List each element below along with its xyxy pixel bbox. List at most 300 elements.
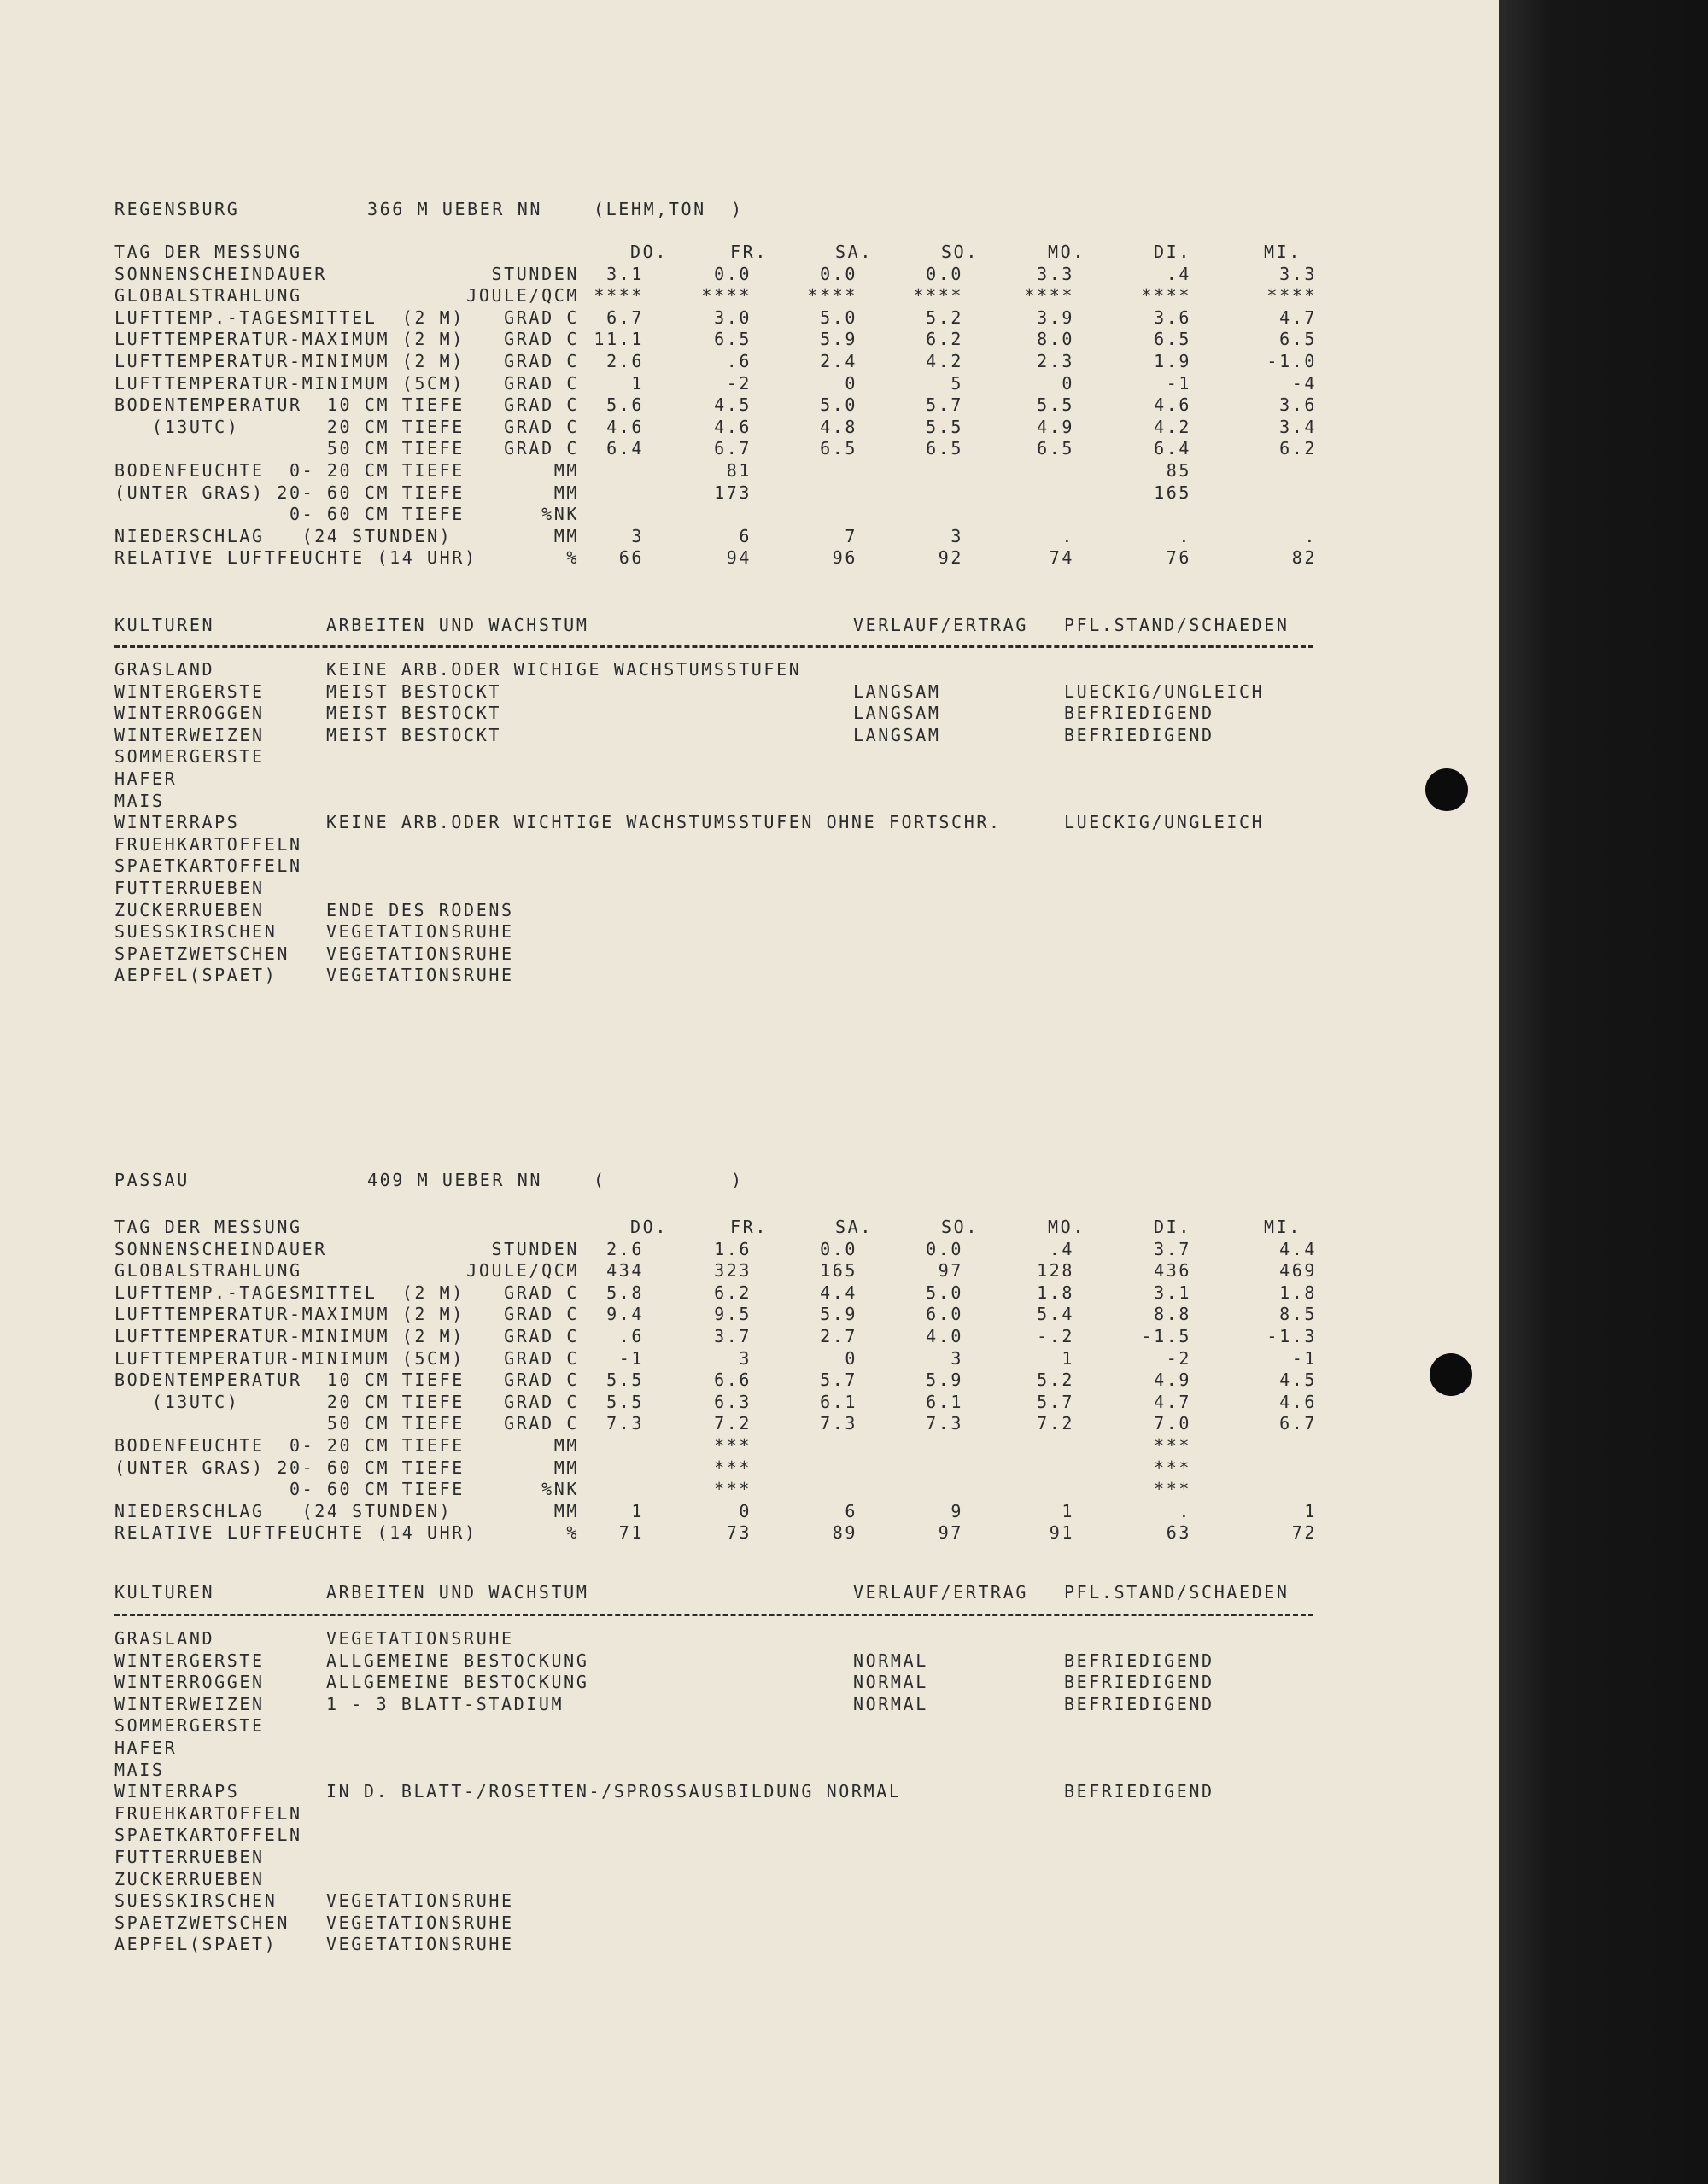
weather-value: 4.9 — [1037, 416, 1074, 437]
weather-value: -.2 — [1037, 1326, 1074, 1346]
crop-name: SPAETZWETSCHEN — [114, 1912, 290, 1933]
weather-value: 5.9 — [926, 1369, 963, 1391]
weather-value: 8.8 — [1154, 1304, 1191, 1325]
crop-course: NORMAL — [853, 1650, 928, 1671]
crop-name: AEPFEL(SPAET) — [114, 1934, 278, 1955]
weather-row-label: LUFTTEMPERATUR-MAXIMUM (2 M) — [114, 329, 465, 350]
weather-value: 6.5 — [1037, 438, 1074, 459]
weather-row-unit: STUNDEN — [491, 1238, 579, 1259]
crop-name: HAFER — [114, 768, 178, 789]
day-header: DI. — [1154, 242, 1191, 262]
weather-value: 81 — [726, 460, 752, 481]
weather-value: **** — [1266, 285, 1317, 307]
station-soil: ( ) — [594, 1170, 744, 1190]
weather-row-label: 0- 60 CM TIEFE — [114, 1479, 465, 1500]
weather-value: 165 — [1154, 482, 1191, 503]
weather-value: 0.0 — [926, 263, 963, 284]
weather-value: 7.3 — [926, 1413, 963, 1434]
weather-value: 4.4 — [1279, 1238, 1317, 1259]
day-header: DI. — [1154, 1217, 1191, 1237]
day-header: FR. — [730, 242, 768, 262]
weather-value: 4.7 — [1154, 1391, 1191, 1412]
weather-value: 1 — [1062, 1347, 1074, 1369]
weather-value: 5.7 — [926, 394, 963, 416]
weather-value: 5.2 — [1037, 1369, 1074, 1391]
weather-value: 6.4 — [1154, 438, 1191, 459]
weather-row-unit: MM — [553, 1435, 579, 1456]
weather-row-label: LUFTTEMPERATUR-MINIMUM (2 M) — [114, 351, 465, 371]
weather-value: **** — [1141, 285, 1191, 307]
station-name: REGENSBURG — [114, 199, 240, 219]
weather-row-unit: JOULE/QCM — [466, 285, 579, 307]
weather-row-unit: JOULE/QCM — [466, 1260, 579, 1282]
weather-value: -1.5 — [1141, 1326, 1191, 1346]
weather-value: 6.2 — [714, 1282, 752, 1303]
station-elevation: 366 M UEBER NN — [367, 199, 542, 219]
weather-row-label: (UNTER GRAS) 20- 60 CM TIEFE — [114, 482, 465, 503]
weather-value: 6.6 — [714, 1369, 752, 1391]
weather-row-unit: GRAD C — [504, 1413, 579, 1434]
weather-value: 469 — [1279, 1260, 1317, 1282]
weather-value: 85 — [1166, 460, 1191, 481]
weather-row-unit: MM — [553, 1457, 579, 1478]
weather-row-label: BODENTEMPERATUR 10 CM TIEFE — [114, 394, 465, 416]
crop-name: SOMMERGERSTE — [114, 1715, 265, 1737]
weather-row-unit: MM — [553, 525, 579, 546]
weather-value: 3.3 — [1279, 263, 1317, 284]
weather-value: 5.5 — [926, 416, 963, 437]
crop-name: SPAETZWETSCHEN — [114, 943, 290, 964]
weather-value: 7.3 — [820, 1413, 857, 1434]
crop-name: FRUEHKARTOFFELN — [114, 833, 302, 855]
crop-name: WINTERRAPS — [114, 1781, 240, 1802]
weather-row-label: NIEDERSCHLAG (24 STUNDEN) — [114, 525, 453, 546]
crop-course: NORMAL — [853, 1693, 928, 1714]
day-header: FR. — [730, 1217, 768, 1237]
weather-value: 96 — [832, 547, 857, 569]
weather-value: 173 — [714, 482, 752, 503]
weather-value: 4.0 — [926, 1326, 963, 1346]
weather-value: 0 — [739, 1500, 752, 1521]
weather-value: 6.7 — [714, 438, 752, 459]
weather-value: 6 — [739, 525, 752, 546]
crop-course: LANGSAM — [853, 703, 941, 724]
weather-value: 3.6 — [1154, 307, 1191, 328]
weather-row-unit: GRAD C — [504, 438, 579, 459]
weather-row-unit: GRAD C — [504, 1282, 579, 1303]
weather-row-unit: GRAD C — [504, 394, 579, 416]
weather-value: 128 — [1037, 1260, 1074, 1282]
weather-row-label: SONNENSCHEINDAUER — [114, 263, 327, 284]
weather-value: 1.6 — [714, 1238, 752, 1259]
day-header: MI. — [1264, 242, 1301, 262]
weather-row-label: (UNTER GRAS) 20- 60 CM TIEFE — [114, 1457, 465, 1478]
weather-value: 6.2 — [1279, 438, 1317, 459]
weather-value: 0.0 — [926, 1238, 963, 1259]
weather-value: 5 — [951, 372, 963, 394]
weather-value: 1.8 — [1037, 1282, 1074, 1303]
weather-value: 5.5 — [606, 1391, 644, 1412]
weather-value: 9.5 — [714, 1304, 752, 1325]
weather-value: 6.7 — [1279, 1413, 1317, 1434]
weather-row-unit: GRAD C — [504, 351, 579, 371]
crop-name: WINTERGERSTE — [114, 680, 265, 702]
weather-value: .4 — [1049, 1238, 1074, 1259]
weather-value: 2.6 — [606, 351, 644, 371]
weather-value: 1 — [631, 1500, 644, 1521]
weather-value: 1 — [1304, 1500, 1317, 1521]
weather-value: 6.5 — [1279, 329, 1317, 350]
crop-name: WINTERROGGEN — [114, 703, 265, 724]
crop-work: ALLGEMEINE BESTOCKUNG — [326, 1650, 589, 1671]
weather-value: 165 — [820, 1260, 857, 1282]
weather-value: . — [1179, 1500, 1191, 1521]
crop-work: 1 - 3 BLATT-STADIUM — [326, 1693, 564, 1714]
day-header: MI. — [1264, 1217, 1301, 1237]
weather-row-label: LUFTTEMP.-TAGESMITTEL (2 M) — [114, 307, 465, 328]
weather-value: 7.2 — [714, 1413, 752, 1434]
weather-row-label: TAG DER MESSUNG — [114, 242, 302, 262]
weather-row-label: TAG DER MESSUNG — [114, 1217, 302, 1237]
weather-value: 4.4 — [820, 1282, 857, 1303]
weather-value: 3.3 — [1037, 263, 1074, 284]
weather-value: 8.5 — [1279, 1304, 1317, 1325]
crop-work: IN D. BLATT-/ROSETTEN-/SPROSSAUSBILDUNG NORMAL — [326, 1781, 902, 1802]
weather-value: 3.9 — [1037, 307, 1074, 328]
weather-value: -1.0 — [1266, 351, 1317, 371]
weather-row-label: LUFTTEMP.-TAGESMITTEL (2 M) — [114, 1282, 465, 1303]
weather-value: 3 — [951, 1347, 963, 1369]
station-soil: (LEHM,TON ) — [594, 199, 744, 219]
weather-value: *** — [714, 1479, 752, 1500]
weather-value: 0.0 — [820, 1238, 857, 1259]
weather-row-label: LUFTTEMPERATUR-MINIMUM (5CM) — [114, 1347, 465, 1369]
weather-value: *** — [714, 1435, 752, 1456]
weather-row-unit: % — [566, 547, 579, 569]
weather-value: 1 — [1062, 1500, 1074, 1521]
weather-row-label: LUFTTEMPERATUR-MINIMUM (2 M) — [114, 1326, 465, 1346]
weather-value: 6.5 — [926, 438, 963, 459]
weather-value: 7.0 — [1154, 1413, 1191, 1434]
weather-value: **** — [701, 285, 752, 307]
weather-value: 5.9 — [820, 1304, 857, 1325]
weather-value: 5.8 — [606, 1282, 644, 1303]
weather-value: 3.4 — [1279, 416, 1317, 437]
weather-row-unit: GRAD C — [504, 1304, 579, 1325]
weather-row-label: 50 CM TIEFE — [114, 1413, 465, 1434]
weather-value: 66 — [618, 547, 644, 569]
crops-header-course: VERLAUF/ERTRAG — [853, 1582, 1028, 1603]
crop-name: GRASLAND — [114, 659, 215, 680]
weather-row-unit: GRAD C — [504, 1391, 579, 1412]
crops-header-crop: KULTUREN — [114, 1582, 215, 1603]
weather-value: 5.9 — [820, 329, 857, 350]
weather-row-label: BODENTEMPERATUR 10 CM TIEFE — [114, 1369, 465, 1391]
weather-value: 5.7 — [1037, 1391, 1074, 1412]
weather-value: 0 — [845, 1347, 857, 1369]
weather-value: **** — [913, 285, 963, 307]
weather-value: 3 — [631, 525, 644, 546]
crop-name: FUTTERRUEBEN — [114, 1847, 265, 1867]
weather-value: 9 — [951, 1500, 963, 1521]
weather-value: -4 — [1291, 372, 1317, 394]
day-header: MO. — [1048, 242, 1085, 262]
weather-value: 2.3 — [1037, 351, 1074, 371]
weather-row-label: RELATIVE LUFTFEUCHTE (14 UHR) — [114, 547, 477, 569]
weather-row-label: RELATIVE LUFTFEUCHTE (14 UHR) — [114, 1522, 477, 1544]
weather-value: . — [1304, 525, 1317, 546]
weather-value: 2.4 — [820, 351, 857, 371]
day-header: SO. — [941, 1217, 979, 1237]
crop-work: VEGETATIONSRUHE — [326, 1890, 514, 1912]
punch-hole-bottom — [1430, 1353, 1472, 1396]
weather-value: 4.5 — [714, 394, 752, 416]
weather-row-unit: MM — [553, 460, 579, 481]
header-divider — [114, 1614, 1313, 1616]
weather-value: 0 — [1062, 372, 1074, 394]
weather-value: 6.1 — [926, 1391, 963, 1412]
weather-row-unit: GRAD C — [504, 1347, 579, 1369]
weather-value: 5.0 — [820, 394, 857, 416]
weather-value: 7 — [845, 525, 857, 546]
crop-work: VEGETATIONSRUHE — [326, 965, 514, 986]
weather-value: 5.0 — [820, 307, 857, 328]
weather-value: *** — [1154, 1435, 1191, 1456]
weather-value: 4.7 — [1279, 307, 1317, 328]
weather-row-unit: MM — [553, 482, 579, 503]
crop-name: FRUEHKARTOFFELN — [114, 1802, 302, 1824]
weather-row-label: LUFTTEMPERATUR-MINIMUM (5CM) — [114, 372, 465, 394]
day-header: MO. — [1048, 1217, 1085, 1237]
weather-value: 434 — [606, 1260, 644, 1282]
weather-value: 63 — [1166, 1522, 1191, 1544]
weather-value: .4 — [1166, 263, 1191, 284]
weather-value: 11.1 — [594, 329, 644, 350]
weather-value: 4.2 — [926, 351, 963, 371]
weather-row-label: BODENFEUCHTE 0- 20 CM TIEFE — [114, 460, 465, 481]
crop-name: SUESSKIRSCHEN — [114, 1890, 278, 1912]
weather-value: 5.7 — [820, 1369, 857, 1391]
weather-row-label: GLOBALSTRAHLUNG — [114, 1260, 302, 1282]
header-divider — [114, 645, 1313, 648]
day-header: SO. — [941, 242, 979, 262]
weather-row-label: 0- 60 CM TIEFE — [114, 504, 465, 525]
weather-row-unit: STUNDEN — [491, 263, 579, 284]
weather-value: 3.7 — [714, 1326, 752, 1346]
weather-value: 5.5 — [1037, 394, 1074, 416]
weather-value: .6 — [726, 351, 752, 371]
crop-name: GRASLAND — [114, 1628, 215, 1649]
weather-value: 5.0 — [926, 1282, 963, 1303]
weather-row-unit: GRAD C — [504, 1326, 579, 1346]
weather-value: 3.0 — [714, 307, 752, 328]
weather-value: 6.5 — [714, 329, 752, 350]
day-header: SA. — [835, 1217, 873, 1237]
weather-value: 6.1 — [820, 1391, 857, 1412]
weather-value: 9.4 — [606, 1304, 644, 1325]
crop-work: MEIST BESTOCKT — [326, 703, 501, 724]
weather-row-label: NIEDERSCHLAG (24 STUNDEN) — [114, 1500, 453, 1521]
weather-value: 4.6 — [1279, 1391, 1317, 1412]
crop-name: ZUCKERRUEBEN — [114, 899, 265, 920]
weather-value: **** — [807, 285, 857, 307]
crop-state: BEFRIEDIGEND — [1064, 1781, 1214, 1802]
weather-value: 97 — [938, 1522, 963, 1544]
weather-value: 8.0 — [1037, 329, 1074, 350]
crops-header-crop: KULTUREN — [114, 615, 215, 635]
crop-course: LANGSAM — [853, 680, 941, 702]
weather-value: 6 — [845, 1500, 857, 1521]
crop-state: BEFRIEDIGEND — [1064, 1650, 1214, 1671]
weather-row-unit: %NK — [541, 1479, 579, 1500]
crop-name: SOMMERGERSTE — [114, 746, 265, 768]
weather-value: . — [1179, 525, 1191, 546]
weather-value: 3 — [951, 525, 963, 546]
crop-name: SPAETKARTOFFELN — [114, 855, 302, 877]
weather-row-unit: GRAD C — [504, 307, 579, 328]
crop-work: KEINE ARB.ODER WICHTIGE WACHSTUMSSTUFEN OHNE FORTSCHR. — [326, 812, 1002, 833]
weather-row-unit: GRAD C — [504, 416, 579, 437]
weather-value: 91 — [1049, 1522, 1074, 1544]
station-name: PASSAU — [114, 1170, 190, 1190]
crop-name: FUTTERRUEBEN — [114, 878, 265, 898]
day-header: DO. — [630, 1217, 668, 1237]
crop-work: VEGETATIONSRUHE — [326, 1628, 514, 1649]
crop-work: VEGETATIONSRUHE — [326, 1934, 514, 1955]
weather-value: 4.8 — [820, 416, 857, 437]
weather-value: 3.6 — [1279, 394, 1317, 416]
crops-header-work: ARBEITEN UND WACHSTUM — [326, 615, 589, 635]
punch-hole-top — [1425, 768, 1468, 811]
weather-value: 5.2 — [926, 307, 963, 328]
crop-work: ENDE DES RODENS — [326, 899, 514, 920]
weather-value: *** — [1154, 1479, 1191, 1500]
weather-value: 6.5 — [1154, 329, 1191, 350]
weather-value: **** — [594, 285, 644, 307]
weather-value: 94 — [726, 547, 752, 569]
weather-value: 4.6 — [606, 416, 644, 437]
weather-row-label: LUFTTEMPERATUR-MAXIMUM (2 M) — [114, 1304, 465, 1325]
weather-value: 71 — [618, 1522, 644, 1544]
weather-value: 7.2 — [1037, 1413, 1074, 1434]
weather-value: 3.1 — [606, 263, 644, 284]
weather-row-label: SONNENSCHEINDAUER — [114, 1238, 327, 1259]
weather-value: 5.4 — [1037, 1304, 1074, 1325]
weather-value: 74 — [1049, 547, 1074, 569]
weather-value: 3.7 — [1154, 1238, 1191, 1259]
weather-value: 0.0 — [714, 263, 752, 284]
weather-value: **** — [1024, 285, 1074, 307]
weather-value: 1 — [631, 372, 644, 394]
weather-value: 92 — [938, 547, 963, 569]
crops-header-work: ARBEITEN UND WACHSTUM — [326, 1582, 589, 1603]
weather-value: 7.3 — [606, 1413, 644, 1434]
weather-value: 5.6 — [606, 394, 644, 416]
weather-value: 2.6 — [606, 1238, 644, 1259]
weather-value: 72 — [1291, 1522, 1317, 1544]
crop-work: VEGETATIONSRUHE — [326, 921, 514, 943]
crops-header-course: VERLAUF/ERTRAG — [853, 615, 1028, 635]
station-elevation: 409 M UEBER NN — [367, 1170, 542, 1190]
weather-value: 3 — [739, 1347, 752, 1369]
crop-state: BEFRIEDIGEND — [1064, 703, 1214, 724]
crop-work: MEIST BESTOCKT — [326, 724, 501, 745]
crop-state: BEFRIEDIGEND — [1064, 1693, 1214, 1714]
crop-state: BEFRIEDIGEND — [1064, 1672, 1214, 1693]
weather-value: 6.5 — [820, 438, 857, 459]
weather-value: *** — [714, 1457, 752, 1478]
weather-value: 6.7 — [606, 307, 644, 328]
weather-value: 76 — [1166, 547, 1191, 569]
weather-value: 323 — [714, 1260, 752, 1282]
weather-value: 6.0 — [926, 1304, 963, 1325]
weather-row-unit: GRAD C — [504, 1369, 579, 1391]
weather-value: 89 — [832, 1522, 857, 1544]
day-header: DO. — [630, 242, 668, 262]
weather-row-unit: MM — [553, 1500, 579, 1521]
weather-value: 0.0 — [820, 263, 857, 284]
weather-value: 6.4 — [606, 438, 644, 459]
weather-value: 97 — [938, 1260, 963, 1282]
crop-name: HAFER — [114, 1737, 178, 1758]
weather-value: 3.1 — [1154, 1282, 1191, 1303]
weather-value: 73 — [726, 1522, 752, 1544]
weather-value: 4.5 — [1279, 1369, 1317, 1391]
crop-name: MAIS — [114, 1759, 165, 1780]
crop-state: LUECKIG/UNGLEICH — [1064, 680, 1265, 702]
crops-header-state: PFL.STAND/SCHAEDEN — [1064, 615, 1290, 635]
weather-value: -2 — [726, 372, 752, 394]
weather-value: 6.3 — [714, 1391, 752, 1412]
weather-row-unit: %NK — [541, 504, 579, 525]
weather-value: 436 — [1154, 1260, 1191, 1282]
crop-name: WINTERROGGEN — [114, 1672, 265, 1693]
crop-name: ZUCKERRUEBEN — [114, 1868, 265, 1889]
weather-row-unit: GRAD C — [504, 329, 579, 350]
crop-name: WINTERGERSTE — [114, 1650, 265, 1671]
crop-name: WINTERWEIZEN — [114, 1693, 265, 1714]
weather-value: 4.9 — [1154, 1369, 1191, 1391]
crop-course: NORMAL — [853, 1672, 928, 1693]
weather-value: 1.9 — [1154, 351, 1191, 371]
crop-name: WINTERRAPS — [114, 812, 240, 833]
crop-work: KEINE ARB.ODER WICHIGE WACHSTUMSSTUFEN — [326, 659, 802, 680]
crop-work: MEIST BESTOCKT — [326, 680, 501, 702]
crop-name: SPAETKARTOFFELN — [114, 1825, 302, 1846]
crop-name: AEPFEL(SPAET) — [114, 965, 278, 986]
weather-value: 6.2 — [926, 329, 963, 350]
weather-row-label: GLOBALSTRAHLUNG — [114, 285, 302, 307]
weather-value: -1 — [1291, 1347, 1317, 1369]
weather-value: 2.7 — [820, 1326, 857, 1346]
crop-work: ALLGEMEINE BESTOCKUNG — [326, 1672, 589, 1693]
dark-background — [1499, 0, 1708, 2184]
crop-work: VEGETATIONSRUHE — [326, 1912, 514, 1933]
crop-name: MAIS — [114, 790, 165, 811]
crop-work: VEGETATIONSRUHE — [326, 943, 514, 964]
weather-value: *** — [1154, 1457, 1191, 1478]
crop-state: BEFRIEDIGEND — [1064, 724, 1214, 745]
weather-value: 1.8 — [1279, 1282, 1317, 1303]
weather-value: 4.6 — [714, 416, 752, 437]
weather-row-unit: GRAD C — [504, 372, 579, 394]
weather-row-label: BODENFEUCHTE 0- 20 CM TIEFE — [114, 1435, 465, 1456]
weather-value: 4.2 — [1154, 416, 1191, 437]
weather-row-label: 50 CM TIEFE — [114, 438, 465, 459]
weather-value: 0 — [845, 372, 857, 394]
crop-course: LANGSAM — [853, 724, 941, 745]
crop-state: LUECKIG/UNGLEICH — [1064, 812, 1265, 833]
